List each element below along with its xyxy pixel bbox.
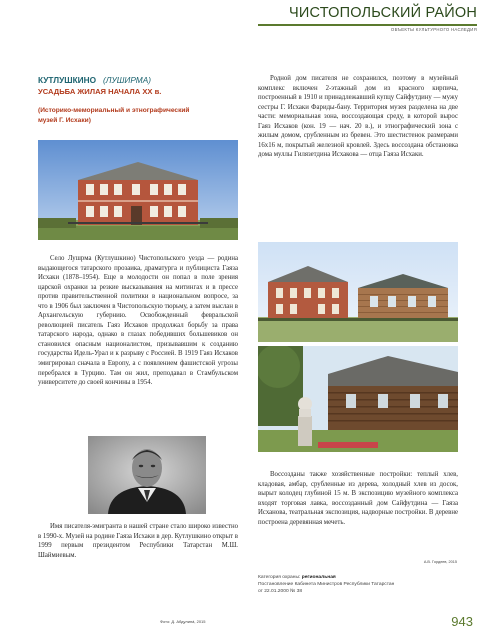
- place-name: [38, 75, 151, 85]
- paragraph-museum-house: Родной дом писателя не сохранился, поэтому в музейный комплекс включен 2-этажный дом из красного кирпича, построенный в 1910 и принадлежавший купцу Сайфутдину — мужу сестры Г. Исхаки Фариды-бану. Территория музея разделена на две части: мемориальная зона, воссоздающая среду, в которой вырос Гаяз Исхаков (кон. 19 — нач. 20 в.), и этнографический зона с жилым домом, срубленным из бревен. Это шестистенок размерами 16х16 м, покрытый железной кровлей. Здесь воссоздана обстановка дома муллы Гилязетдина Исхакова — отца Гаяза Исхаки.: [258, 75, 458, 159]
- photo-portrait: [88, 436, 206, 514]
- place-name-main: КУТЛУШКИНО: [38, 75, 97, 85]
- place-name-alt: (ЛУШИРМА): [103, 75, 151, 85]
- category-value: региональная: [301, 575, 336, 580]
- category-line: [258, 574, 468, 581]
- article-subtitle: (Историко-мемориальный и этнографический музей Г. Исхаки): [38, 107, 190, 124]
- region-divider: [258, 24, 477, 26]
- region-title: ЧИСТОПОЛЬСКИЙ РАЙОН: [289, 5, 477, 21]
- paragraph-outbuildings: Воссозданы также хозяйственные постройки: теплый хлев, кладовая, амбар, срубленные из дерева, холодный хлев из досок, вырыт колодец глубиной 15 м. В экспозицию музейного комплекса входят торговая лавка, воссозданный дом Сайфутдина — Гаяза Исханова, театральная экспозиция, надворные постройки. В деревне построена деревянная мечеть.: [258, 471, 458, 526]
- decree-line-1: Постановление Кабинета Министров Республики Татарстан: [258, 582, 395, 587]
- article-title: УСАДЬБА ЖИЛАЯ НАЧАЛА XX в.: [38, 87, 162, 96]
- region-subtitle: ОБЪЕКТЫ КУЛЬТУРНОГО НАСЛЕДИЯ: [390, 27, 477, 32]
- protection-category: [258, 574, 468, 595]
- paragraph-biography: Село Лушрма (Кутлушкино) Чистопольского уезда — родина выдающегося татарского прозаика, драматурга и публициста Гаяза Исхаки (1878–1954). Еще в молодости он попал в поле зрения царской охранки за резкие высказывания на митингах и в прессе против правительственной политики в национальном вопросе, за что в 1906 был заключен в Чистопольскую тюрьму, а затем выслан в Архангельскую губернию. Освобожденный февральской революцией писатель Гаяз Исхаков продолжал борьбу за права татарского народа, однако в глазах победивших большевиков он становился опасным националистом, призывавшим к созданию государства Идель-Урал и к разрыву с Россией. В 1919 Гаяз Исхаков эмигрировал сначала в Европу, а с появлением фашистской угрозы перебрался в Турцию. Там он жил, преподавал в Стамбульском университете до своей кончины в 1954.: [38, 255, 238, 387]
- paragraph-museum-opening: Имя писателя-эмигранта в нашей стране стало широко известно в 1990-х. Музей на родине Гаяза Исхаки в дер. Кутлушкино открыт в 1999 первым президентом Республики Татарстан М.Ш. Шаймиевым.: [38, 523, 238, 559]
- photo-brick-house: [38, 140, 238, 240]
- category-label: Категория охраны:: [258, 575, 301, 580]
- photo-museum-buildings: [258, 242, 458, 342]
- page-number: 943: [451, 614, 473, 629]
- author-signature: А.В. Гордеев, 2015: [423, 560, 457, 564]
- photo-credit: Фото: Д. Абдулина́, 2015: [160, 619, 206, 624]
- photo-log-house-monument: [258, 346, 458, 452]
- decree-line-2: от 22.01.2000 № 38: [258, 589, 303, 594]
